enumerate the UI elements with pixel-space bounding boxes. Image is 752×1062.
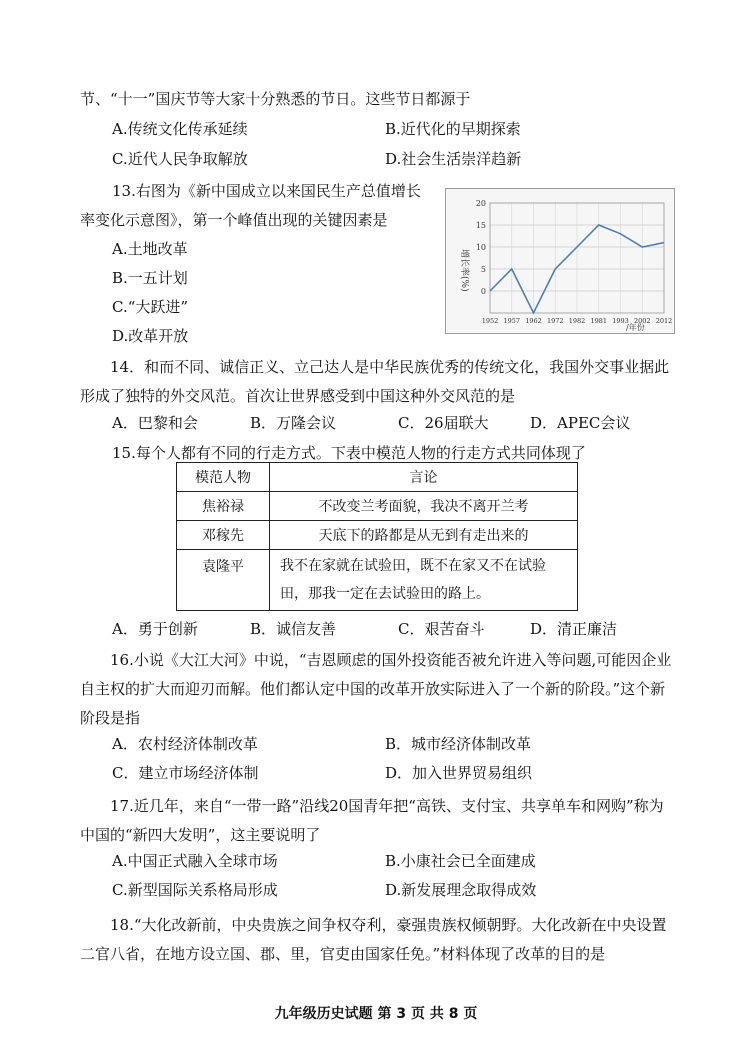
table-header-name: 模范人物 xyxy=(177,463,270,492)
gdp-growth-chart xyxy=(445,188,675,334)
q14-option-b: B．万隆会议 xyxy=(250,414,337,432)
chart-y-tick-label: 15 xyxy=(475,221,486,230)
q12-option-b: B.近代化的早期探索 xyxy=(385,120,521,138)
q13-stem-line1: 13.右图为《新中国成立以来国民生产总值增长 xyxy=(112,182,421,200)
table-header-row xyxy=(177,463,578,492)
q13-option-b: B.一五计划 xyxy=(112,269,188,287)
q16-option-a: A．农村经济体制改革 xyxy=(112,735,258,753)
q14-option-a: A．巴黎和会 xyxy=(112,414,198,432)
chart-x-tick-label: 1982 xyxy=(568,317,586,325)
table-cell-name: 邓稼先 xyxy=(177,521,270,550)
model-figures-table xyxy=(176,462,578,611)
chart-y-tick-label: 5 xyxy=(480,265,486,274)
continued-text-line: 节、“十一”国庆节等大家十分熟悉的节日。这些节日都源于 xyxy=(80,90,471,108)
q15-stem: 15.每个人都有不同的行走方式。下表中模范人物的行走方式共同体现了 xyxy=(112,444,586,462)
chart-x-tick-label: 1952 xyxy=(481,317,499,325)
q13-option-a: A.土地改革 xyxy=(112,240,188,258)
table-cell-name: 焦裕禄 xyxy=(177,492,270,521)
chart-y-tick-label: 20 xyxy=(475,199,486,208)
table-cell-name: 袁隆平 xyxy=(177,550,270,611)
q12-option-d: D.社会生活崇洋趋新 xyxy=(385,150,522,168)
table-row xyxy=(177,521,578,550)
gdp-growth-chart-svg xyxy=(446,189,674,333)
chart-x-tick-label: 1972 xyxy=(546,317,564,325)
chart-x-axis-unit: /年份 xyxy=(626,323,645,332)
q16-option-c: C．建立市场经济体制 xyxy=(112,764,259,782)
q13-option-c: C.“大跃进” xyxy=(112,298,189,316)
q16-option-d: D．加入世界贸易组织 xyxy=(385,764,533,782)
chart-y-tick-label: 10 xyxy=(475,243,486,252)
q16-option-b: B．城市经济体制改革 xyxy=(385,735,532,753)
q17-option-d: D.新发展理念取得成效 xyxy=(385,881,537,899)
chart-x-tick-label: 1981 xyxy=(590,317,608,325)
q15-option-c: C．艰苦奋斗 xyxy=(398,620,485,638)
q15-option-b: B．诚信友善 xyxy=(250,620,337,638)
q17-stem: 17.近几年，来自“一带一路”沿线20国青年把“高铁、支付宝、共享单车和网购”称为中国的“新四大发明”，这主要说明了 xyxy=(80,797,664,844)
table-row xyxy=(177,550,578,611)
q14-option-d: D．APEC会议 xyxy=(530,414,631,432)
q15-option-a: A．勇于创新 xyxy=(112,620,198,638)
q17-option-b: B.小康社会已全面建成 xyxy=(385,852,536,870)
chart-x-tick-label: 1962 xyxy=(525,317,542,325)
table-cell-quote: 我不在家就在试验田，既不在家又不在试验田，那我一定在去试验田的路上。 xyxy=(270,550,578,611)
q15-option-d: D．清正廉洁 xyxy=(530,620,618,638)
chart-x-tick-label: 2002 xyxy=(633,317,651,325)
table-header-quote: 言论 xyxy=(270,463,578,492)
table-row xyxy=(177,492,578,521)
chart-x-tick-label: 1993 xyxy=(612,317,629,325)
q16-stem: 16.小说《大江大河》中说，“吉恩顾虑的国外投资能否被允许进入等问题,可能因企业自主权的扩大而迎刃而解。他们都认定中国的改革开放实际进入了一个新的阶段。”这个新阶段是指 xyxy=(80,651,672,727)
table-cell-quote: 不改变兰考面貌，我决不离开兰考 xyxy=(270,492,578,521)
chart-x-tick-label: 2012 xyxy=(655,317,673,325)
q18-stem: 18.“大化改新前，中央贵族之间争权夺利，豪强贵族权倾朝野。大化改新在中央设置二官八省，在地方设立国、郡、里，官吏由国家任免。”材料体现了改革的目的是 xyxy=(80,916,667,963)
chart-y-tick-label: 0 xyxy=(480,287,486,296)
page-footer: 九年级历史试题 第 3 页 共 8 页 xyxy=(274,1006,478,1022)
q14-stem: 14．和而不同、诚信正义、立己达人是中华民族优秀的传统文化，我国外交事业据此形成了独特的外交风范。首次让世界感受到中国这种外交风范的是 xyxy=(80,358,670,405)
table-cell-quote: 天底下的路都是从无到有走出来的 xyxy=(270,521,578,550)
chart-x-tick-label: 1957 xyxy=(503,317,521,325)
q17-option-c: C.新型国际关系格局形成 xyxy=(112,881,278,899)
q12-option-c: C.近代人民争取解放 xyxy=(112,150,248,168)
q13-option-d: D.改革开放 xyxy=(112,327,189,345)
q14-option-c: C．26届联大 xyxy=(398,414,489,432)
q17-option-a: A.中国正式融入全球市场 xyxy=(112,852,278,870)
q13-stem-line2: 率变化示意图》，第一个峰值出现的关键因素是 xyxy=(80,211,388,229)
chart-y-axis-label: 增长率(%) xyxy=(459,249,469,292)
q12-option-a: A.传统文化传承延续 xyxy=(112,120,248,138)
